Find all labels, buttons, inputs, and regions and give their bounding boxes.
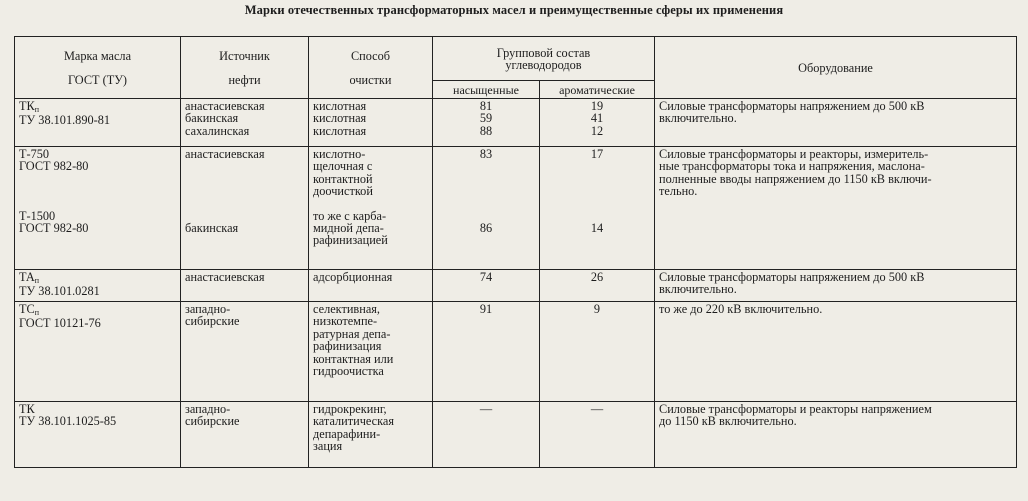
source-cell: анастасиевская бакинская сахалинская	[181, 99, 309, 147]
equipment-cell: Силовые трансформаторы и реакторы напряжением до 1150 кВ включительно.	[655, 402, 1017, 468]
source-cell: анастасиевская бакинская	[181, 147, 309, 270]
aromatic-cell: 19 41 12	[540, 99, 655, 147]
table-row	[15, 402, 1017, 468]
header-composition: Групповой состав углеводородов	[433, 37, 655, 81]
aromatic-cell: —	[540, 402, 655, 468]
grade-cell: Т-750 ГОСТ 982-80 Т-1500 ГОСТ 982-80	[15, 147, 181, 270]
saturated-cell: 91	[433, 302, 540, 402]
grade-cell: $ТА_п$ ТУ 38.101.0281	[15, 270, 181, 302]
aromatic-cell: 26	[540, 270, 655, 302]
equipment-cell: то же до 220 кВ включительно.	[655, 302, 1017, 402]
header-method: Способ очистки	[309, 37, 433, 99]
method-cell: адсорбционная	[309, 270, 433, 302]
saturated-cell: 74	[433, 270, 540, 302]
grade-cell: $ТС_п$ ГОСТ 10121-76	[15, 302, 181, 402]
header-grade: Марка масла ГОСТ (ТУ)	[15, 37, 181, 99]
header-aromatic: ароматические	[540, 81, 655, 99]
aromatic-cell: 9	[540, 302, 655, 402]
equipment-cell: Силовые трансформаторы напряжением до 500 кВ включительно.	[655, 99, 1017, 147]
equipment-cell: Силовые трансформаторы напряжением до 500 кВ включительно.	[655, 270, 1017, 302]
saturated-cell: —	[433, 402, 540, 468]
saturated-cell: 83 86	[433, 147, 540, 270]
table-row	[15, 99, 1017, 147]
page-title: Марки отечественных трансформаторных масел и преимущественные сферы их применения	[244, 3, 784, 17]
saturated-cell: 81 59 88	[433, 99, 540, 147]
grade-cell: ТК ТУ 38.101.1025-85	[15, 402, 181, 468]
table-row	[15, 147, 1017, 270]
table-row	[15, 270, 1017, 302]
source-cell: анастасиевская	[181, 270, 309, 302]
method-cell: кислотная кислотная кислотная	[309, 99, 433, 147]
oil-grades-table	[14, 36, 1017, 468]
header-saturated: насыщенные	[433, 81, 540, 99]
table-row	[15, 302, 1017, 402]
equipment-cell: Силовые трансформаторы и реакторы, измеритель- ные трансформаторы тока и напряжения, маслона- полненные вводы напряжением до 1150 кВ включи- тельно.	[655, 147, 1017, 270]
source-cell: западно- сибирские	[181, 402, 309, 468]
method-cell: гидрокрекинг, каталитическая депарафини- зация	[309, 402, 433, 468]
source-cell: западно- сибирские	[181, 302, 309, 402]
method-cell: кислотно- щелочная с контактной доочисткой то же с карба- мидной депа- рафинизацией	[309, 147, 433, 270]
header-source: Источник нефти	[181, 37, 309, 99]
grade-cell: $ТК_п$ ТУ 38.101.890-81	[15, 99, 181, 147]
method-cell: селективная, низкотемпе- ратурная депа- рафинизация контактная или гидроочистка	[309, 302, 433, 402]
aromatic-cell: 17 14	[540, 147, 655, 270]
header-equipment: Оборудование	[655, 37, 1017, 99]
